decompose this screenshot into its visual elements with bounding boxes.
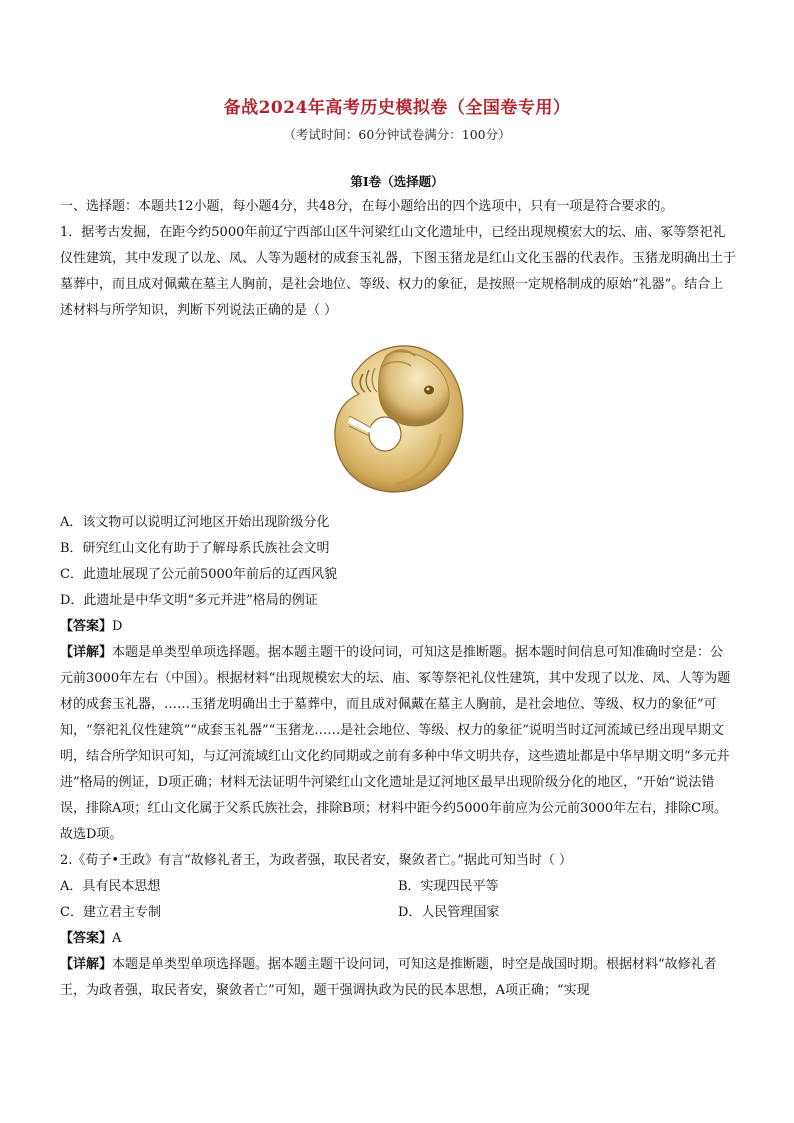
option-b: B．实现四民平等 [398, 879, 499, 894]
detail-label: 【详解】 [60, 645, 113, 660]
option-b: B．研究红山文化有助于了解母系氏族社会文明 [60, 541, 330, 556]
question-2-stem: 2.《荀子•王政》有言“故修礼者王，为政者强，取民者安，聚敛者亡。”据此可知当时（ ） [60, 853, 572, 868]
question-1-stem: 1．据考古发掘，在距今约5000年前辽宁西部山区牛河梁红山文化遗址中，已经出现规模宏大的坛、庙、冢等祭祀礼仪性建筑，其中发现了以龙、凤、人等为题材的成套玉礼器，下图玉猪龙是红山文化玉器的代表作。玉猪龙明确出土于墓葬中，而且成对佩戴在墓主人胸前，是社会地位、等级、权力的象征，是按照一定规格制成的原始“礼器”。结合上述材料与所学知识，判断下列说法正确的是（ ） [60, 225, 737, 318]
question-1-answer [60, 614, 736, 640]
detail-text: 本题是单类型单项选择题。据本题主题干设问词，可知这是推断题，时空是战国时期。根据材料“故修礼者王，为政者强，取民者安，聚敛者亡”可知，题干强调执政为民的民本思想，A项正确；“实现 [60, 957, 717, 998]
question-1-detail [60, 640, 736, 848]
question-content [60, 194, 736, 1004]
section-title: 第Ⅰ卷（选择题） [350, 174, 444, 189]
question-1-options [60, 510, 736, 614]
answer-value: D [112, 619, 123, 634]
exam-info: （考试时间：60分钟试卷满分：100分） [283, 127, 511, 142]
answer-value: A [112, 931, 122, 946]
option-c: C．建立君主专制 [60, 905, 161, 920]
detail-text: 本题是单类型单项选择题。据本题主题干的设问词，可知这是推断题。据本题时间信息可知准确时空是：公元前3000年左右（中国）。根据材料“出现规模宏大的坛、庙、冢等祭祀礼仪性建筑，其中发现了以龙、凤、人等为题材的成套玉礼器，……玉猪龙明确出土于墓葬中，而且成对佩戴在墓主人胸前，是社会地位、等级、权力的象征”可知，“祭祀礼仪性建筑”“成套玉礼器”“玉猪龙……是社会地位、等级、权力的象征”说明当时辽河流域已经出现早期文明，结合所学知识可知，与辽河流域红山文化约同期或之前有多种中华文明共存，这些遗址都是中华早期文明“多元并进”格局的例证，D项正确；材料无法证明牛河梁红山文化遗址是辽河地区最早出现阶级分化的地区，“开始”说法错误，排除A项；红山文化属于父系氏族社会，排除B项；材料中距今约5000年前应为公元前3000年左右，排除C项。故选D项。 [60, 645, 731, 842]
answer-label: 【答案】 [60, 619, 113, 634]
option-d: D．人民管理国家 [398, 905, 500, 920]
option-c: C．此遗址展现了公元前5000年前后的辽西风貌 [60, 567, 338, 582]
question-2-answer [60, 926, 736, 952]
detail-label: 【详解】 [60, 957, 113, 972]
answer-label: 【答案】 [60, 931, 113, 946]
option-d: D．此遗址是中华文明“多元并进”格局的例证 [60, 593, 318, 608]
section-instruction: 一、选择题：本题共12小题，每小题4分，共48分，在每小题给出的四个选项中，只有一项是符合要求的。 [60, 199, 674, 214]
jade-pig-dragon-image [323, 334, 473, 498]
jade-pig-dragon-figure [60, 334, 736, 498]
option-a: A．该文物可以说明辽河地区开始出现阶级分化 [60, 515, 330, 530]
question-2-detail [60, 952, 736, 1004]
question-2-options [60, 874, 736, 926]
page-title: 备战2024年高考历史模拟卷（全国卷专用） [223, 98, 571, 118]
option-a: A．具有民本思想 [60, 879, 161, 894]
